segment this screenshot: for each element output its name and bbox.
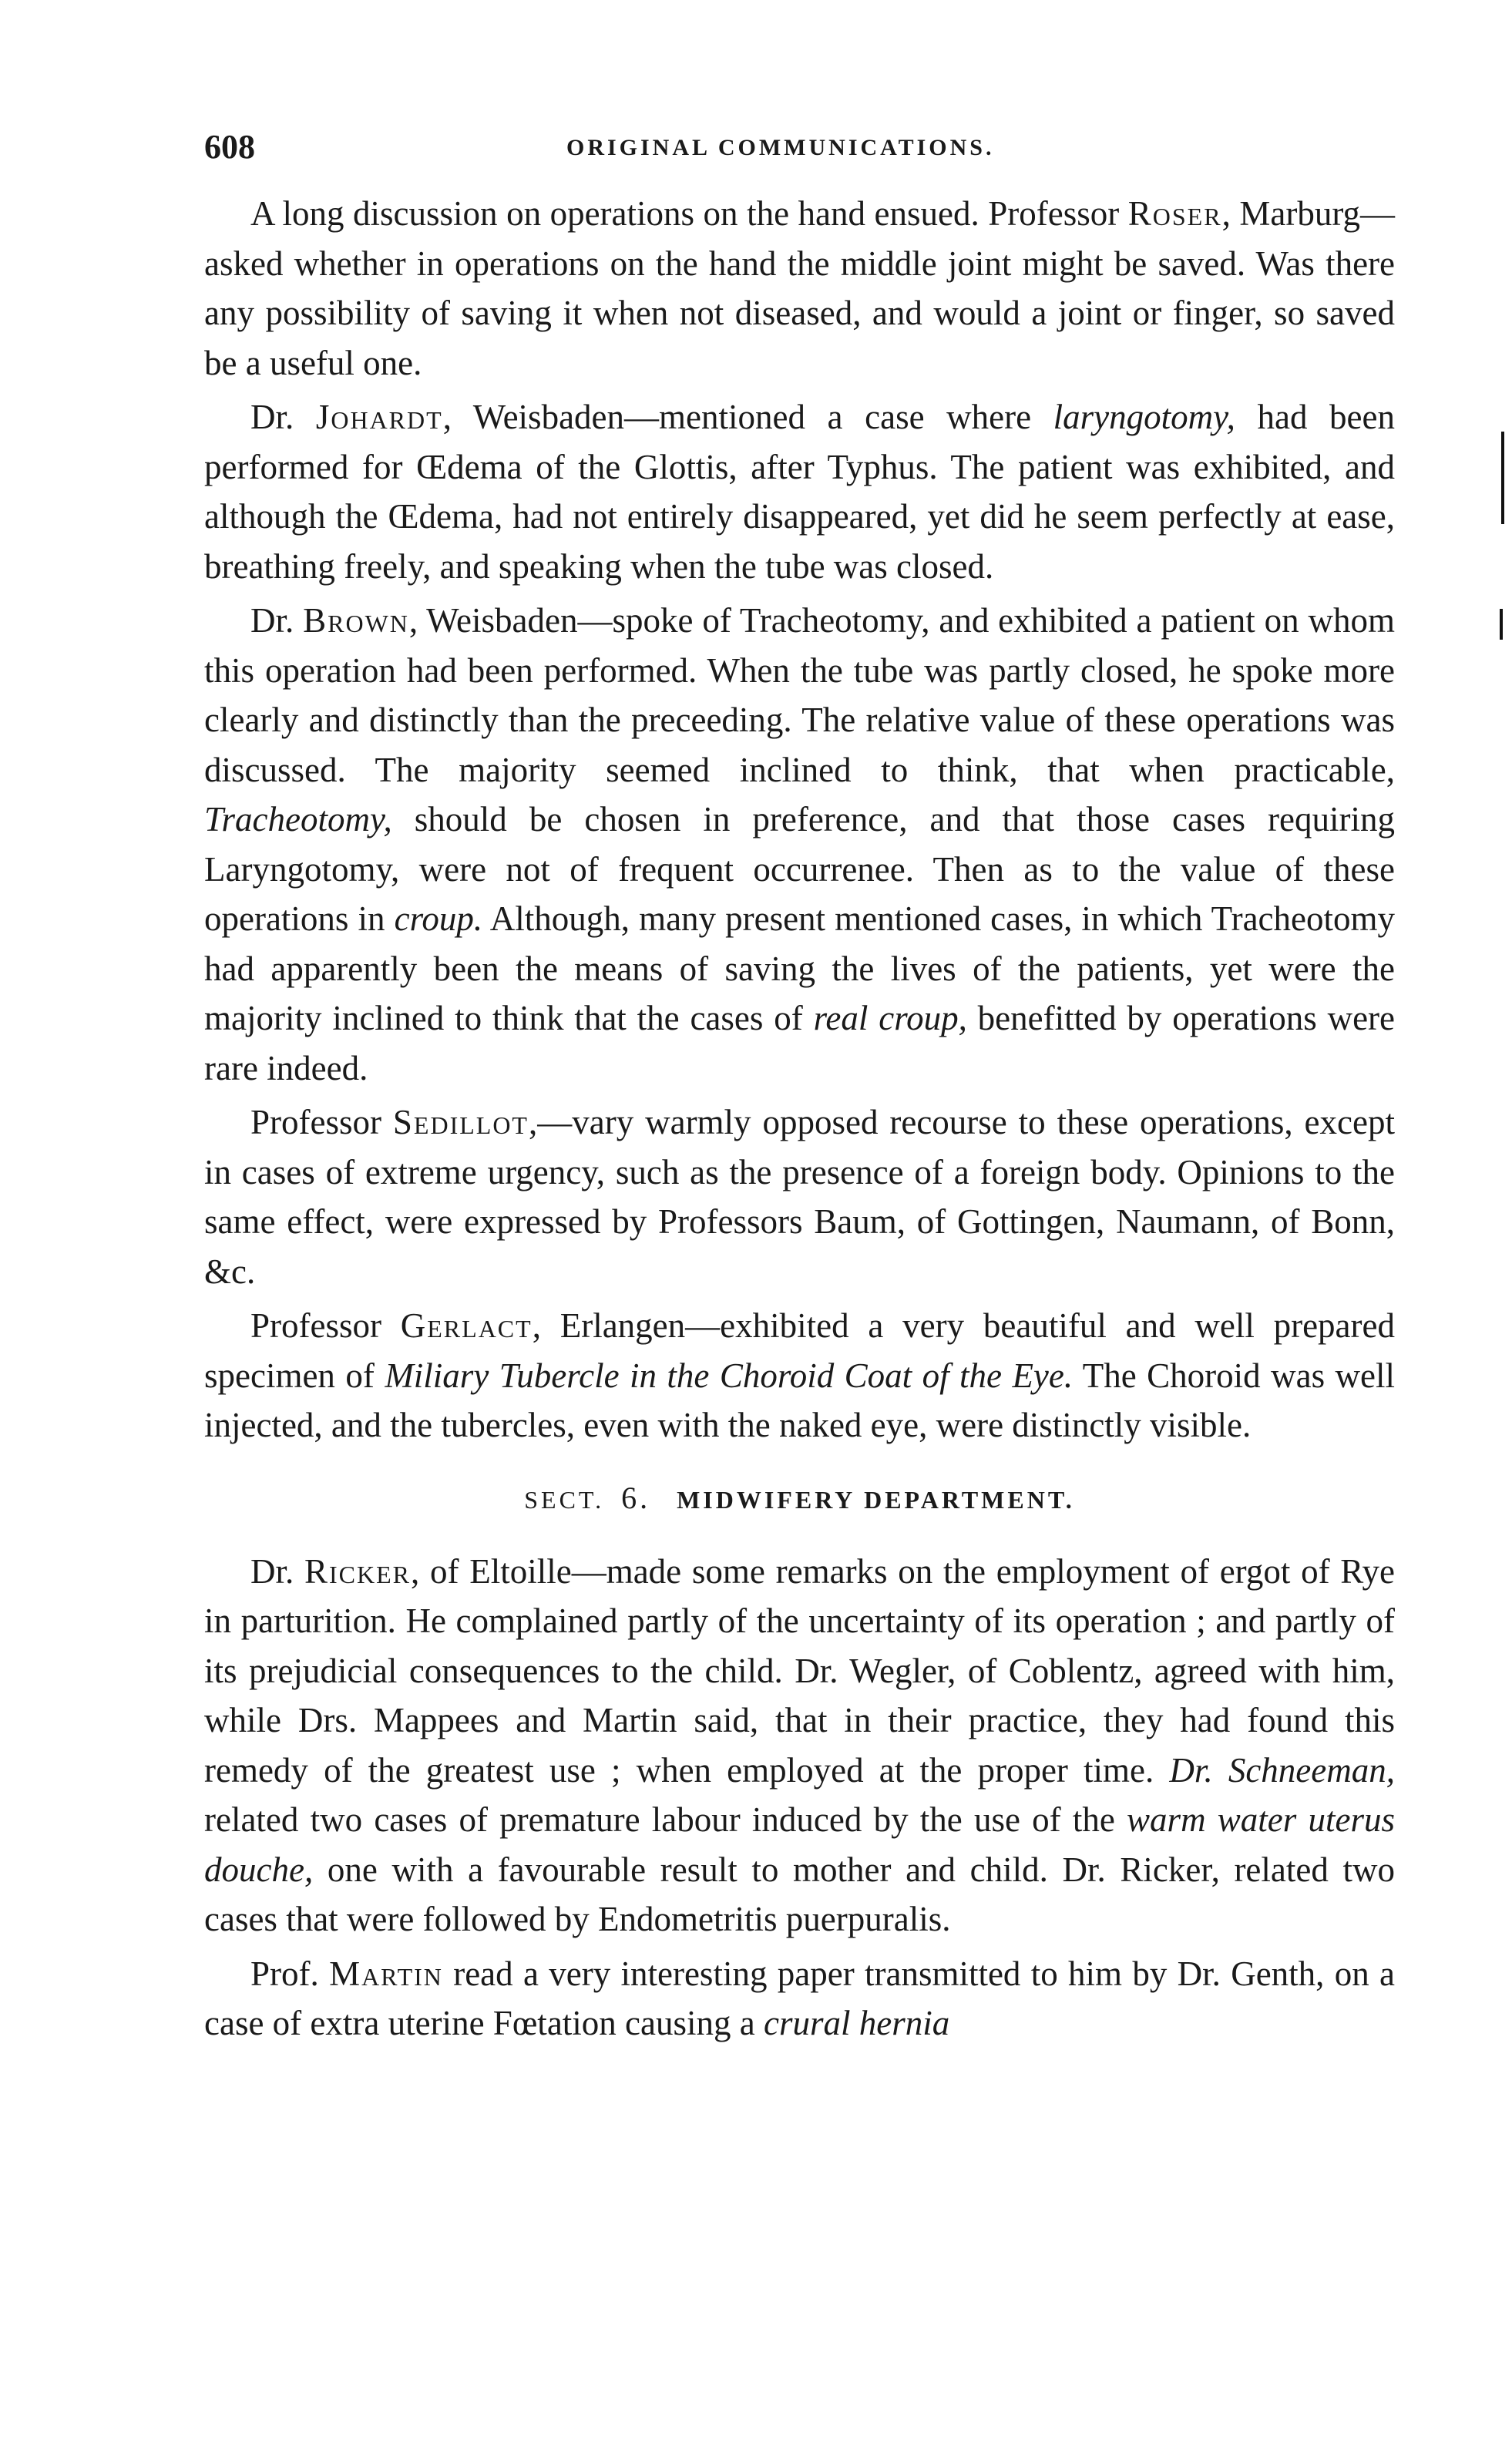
section-heading xyxy=(204,1480,1395,1516)
italic-text: real croup, xyxy=(813,999,967,1037)
italic-text: warm water uterus douche, xyxy=(204,1800,1395,1889)
text-run: should be chosen in preference, and that those cases requiring Laryngotomy, were not of frequent occurrenee. Then as to the value of these operations in xyxy=(204,800,1395,938)
paragraph xyxy=(204,1949,1395,2048)
section-title: MIDWIFERY DEPARTMENT. xyxy=(677,1485,1075,1514)
text-run: The Choroid was well injected, and the tubercles, even with the naked eye, were distinctly visible. xyxy=(204,1356,1396,1444)
text-run: ,—vary warmly opposed recourse to these operations, except in cases of extreme urgency, such as the presence of a foreign body. Opinions to the same effect, were expressed by Professors Baum, of Gottingen, Naumann, of Bonn, &c. xyxy=(204,1103,1395,1291)
text-run: , Erlangen—exhibited a very beautiful and well prepared specimen of xyxy=(204,1306,1395,1395)
paragraph xyxy=(204,1547,1395,1944)
text-run: Prof. xyxy=(250,1954,330,1993)
margin-rule-mark xyxy=(1501,432,1504,524)
text-run: read a very interesting paper transmitted to him by Dr. Genth, on a case of extra uterine Fœtation causing a xyxy=(204,1954,1395,2042)
text-run: Professor xyxy=(250,1103,393,1141)
paragraph xyxy=(204,189,1395,388)
text-run: Although, many present mentioned cases, in which Tracheotomy had apparently been the means of saving the lives of the patients, yet were the majority inclined to think that the cases of xyxy=(204,899,1396,1037)
section-body-text xyxy=(204,1547,1395,2048)
text-run: , Marburg—asked whether in operations on the hand the middle joint might be saved. Was there any possibility of saving it when not diseased, and would a joint or finger, so saved be a useful one. xyxy=(204,194,1395,382)
body-text xyxy=(204,189,1395,1450)
text-run: Dr. xyxy=(250,601,304,640)
italic-text: croup. xyxy=(394,899,483,938)
person-name: Sedillot xyxy=(392,1103,529,1141)
paragraph xyxy=(204,1301,1395,1450)
text-run: related two cases of premature labour induced by the use of the xyxy=(204,1800,1127,1839)
page-number: 608 xyxy=(204,128,255,166)
text-run: A long discussion on operations on the hand ensued. Professor xyxy=(250,194,1128,233)
person-name: Ricker xyxy=(304,1551,412,1591)
text-run: Professor xyxy=(250,1306,401,1345)
text-run: one with a favourable result to mother and child. Dr. Ricker, related two cases that were followed by Endometritis puerpuralis. xyxy=(204,1850,1395,1938)
person-name: Gerlact xyxy=(400,1306,533,1345)
book-page xyxy=(204,127,1395,2053)
text-run: had been performed for Œdema of the Glottis, after Typhus. The patient was exhibited, and although the Œdema, had not entirely disappeared, yet did he seem perfectly at ease, breathing freely, and speaking when the tube was closed. xyxy=(204,398,1396,586)
italic-text: Tracheotomy, xyxy=(204,800,392,839)
person-name: Brown xyxy=(303,601,409,640)
italic-text: crural hernia xyxy=(763,2004,950,2042)
italic-text: Miliary Tubercle in the Choroid Coat of the Eye. xyxy=(385,1356,1074,1395)
running-title: ORIGINAL COMMUNICATIONS. xyxy=(566,135,995,160)
italic-text: laryngotomy, xyxy=(1053,398,1235,436)
person-name: Martin xyxy=(329,1954,443,1993)
italic-text: Dr. Schneeman, xyxy=(1169,1750,1395,1790)
person-name: Johardt xyxy=(315,398,443,436)
text-run: benefitted by operations were rare indeed. xyxy=(204,999,1396,1087)
margin-tick-mark xyxy=(1500,609,1503,640)
text-run: , Weisbaden—mentioned a case where xyxy=(442,398,1053,436)
paragraph xyxy=(204,596,1395,1093)
text-run: , of Eltoille—made some remarks on the employment of ergot of Rye in parturition. He complained partly of the uncertainty of its operation ; and partly of its prejudicial consequences to the child. Dr. Wegler, of Coblentz, agreed with him, while Drs. Mappees and Martin said, that in their practice, they had found this remedy of the greatest use ; when employed at the proper time. xyxy=(204,1551,1395,1790)
person-name: Roser xyxy=(1127,194,1222,233)
text-run: Dr. xyxy=(250,1551,304,1591)
paragraph xyxy=(204,392,1395,591)
section-label: SECT. xyxy=(524,1485,605,1514)
text-run: Dr. xyxy=(250,398,316,436)
paragraph xyxy=(204,1097,1395,1296)
section-number: 6. xyxy=(621,1480,651,1515)
running-head xyxy=(204,127,1395,189)
text-run: , Weisbaden—spoke of Tracheotomy, and exhibited a patient on whom this operation had been performed. When the tube was partly closed, he spoke more clearly and distinctly than the preceeding. The relative value of these operations was discussed. The majority seemed inclined to think, that when practicable, xyxy=(204,601,1395,789)
